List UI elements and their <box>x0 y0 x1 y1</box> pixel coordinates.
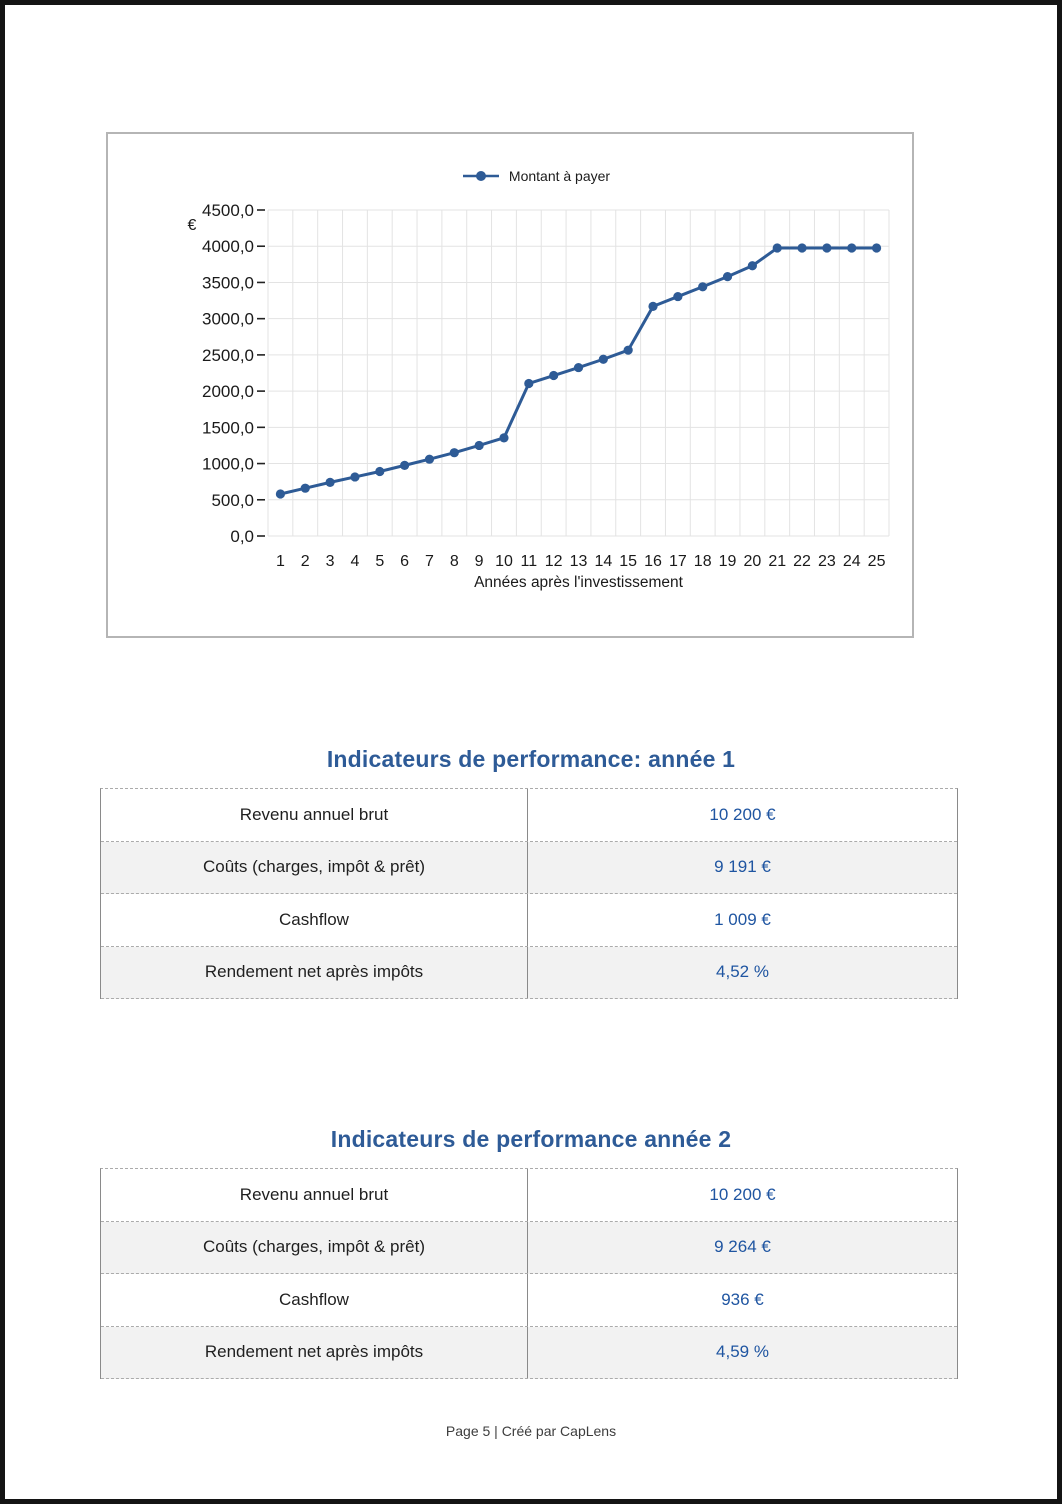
metric-label: Cashflow <box>101 894 528 946</box>
svg-text:4500,0: 4500,0 <box>202 201 254 220</box>
section-title-year-2: Indicateurs de performance année 2 <box>330 1126 732 1153</box>
svg-text:3000,0: 3000,0 <box>202 309 254 329</box>
metric-value: 9 264 € <box>714 1237 771 1257</box>
table-row <box>101 842 957 895</box>
svg-text:15: 15 <box>619 553 638 570</box>
svg-text:1: 1 <box>275 553 285 570</box>
svg-text:12: 12 <box>544 553 563 570</box>
line-chart <box>108 134 912 636</box>
page-footer: Page 5 | Créé par CapLens <box>445 1423 617 1439</box>
svg-text:1500,0: 1500,0 <box>202 418 254 438</box>
svg-text:1000,0: 1000,0 <box>202 454 254 474</box>
metric-label: Coûts (charges, impôt & prêt) <box>101 842 528 894</box>
indicators-table-year-2 <box>100 1168 958 1379</box>
svg-text:8: 8 <box>449 553 459 570</box>
svg-text:3: 3 <box>325 553 335 570</box>
svg-text:2000,0: 2000,0 <box>202 382 254 402</box>
table-row <box>101 1169 957 1222</box>
svg-text:11: 11 <box>520 553 538 570</box>
svg-text:20: 20 <box>743 553 762 570</box>
section-title-year-1: Indicateurs de performance: année 1 <box>326 746 736 773</box>
svg-text:24: 24 <box>842 553 861 570</box>
svg-text:7: 7 <box>425 553 434 570</box>
svg-text:Années après l'investissement: Années après l'investissement <box>474 574 683 591</box>
metric-value: 10 200 € <box>709 804 776 824</box>
svg-text:14: 14 <box>594 553 613 570</box>
svg-text:0,0: 0,0 <box>230 527 254 546</box>
table-row <box>101 1274 957 1327</box>
svg-text:2500,0: 2500,0 <box>202 345 254 365</box>
svg-text:6: 6 <box>400 553 410 570</box>
metric-label: Revenu annuel brut <box>101 1169 528 1221</box>
chart-card <box>106 132 914 638</box>
table-row <box>101 1327 957 1380</box>
metric-value: 1 009 € <box>714 909 771 929</box>
svg-text:16: 16 <box>644 553 662 570</box>
svg-text:21: 21 <box>768 553 787 570</box>
metric-value: 4,59 % <box>716 1342 769 1362</box>
table-row <box>101 947 957 1000</box>
svg-text:3500,0: 3500,0 <box>202 273 254 293</box>
svg-text:19: 19 <box>718 553 737 570</box>
svg-text:5: 5 <box>375 553 385 570</box>
metric-value: 9 191 € <box>714 857 771 877</box>
svg-text:25: 25 <box>867 553 886 570</box>
chart-legend <box>108 168 912 184</box>
metric-value: 936 € <box>721 1289 764 1309</box>
table-row <box>101 1222 957 1275</box>
legend-line-marker-icon <box>462 170 500 182</box>
metric-value: 4,52 % <box>716 962 769 982</box>
svg-text:23: 23 <box>818 553 836 570</box>
indicators-table-year-1 <box>100 788 958 999</box>
metric-label: Coûts (charges, impôt & prêt) <box>101 1222 528 1274</box>
svg-text:22: 22 <box>793 553 811 570</box>
svg-text:18: 18 <box>693 553 712 570</box>
metric-label: Cashflow <box>101 1274 528 1326</box>
svg-text:2: 2 <box>300 553 310 570</box>
svg-text:17: 17 <box>668 553 687 570</box>
table-row <box>101 789 957 842</box>
metric-label: Revenu annuel brut <box>101 789 528 841</box>
metric-value: 10 200 € <box>709 1184 776 1204</box>
svg-text:4000,0: 4000,0 <box>202 237 254 257</box>
legend-series-label: Montant à payer <box>508 168 611 184</box>
table-row <box>101 894 957 947</box>
svg-text:10: 10 <box>495 553 513 570</box>
svg-text:9: 9 <box>474 553 484 570</box>
svg-text:500,0: 500,0 <box>211 490 254 510</box>
metric-label: Rendement net après impôts <box>101 947 528 999</box>
svg-text:€: € <box>187 217 197 234</box>
svg-text:4: 4 <box>350 553 360 570</box>
metric-label: Rendement net après impôts <box>101 1327 528 1379</box>
svg-text:13: 13 <box>569 553 588 570</box>
